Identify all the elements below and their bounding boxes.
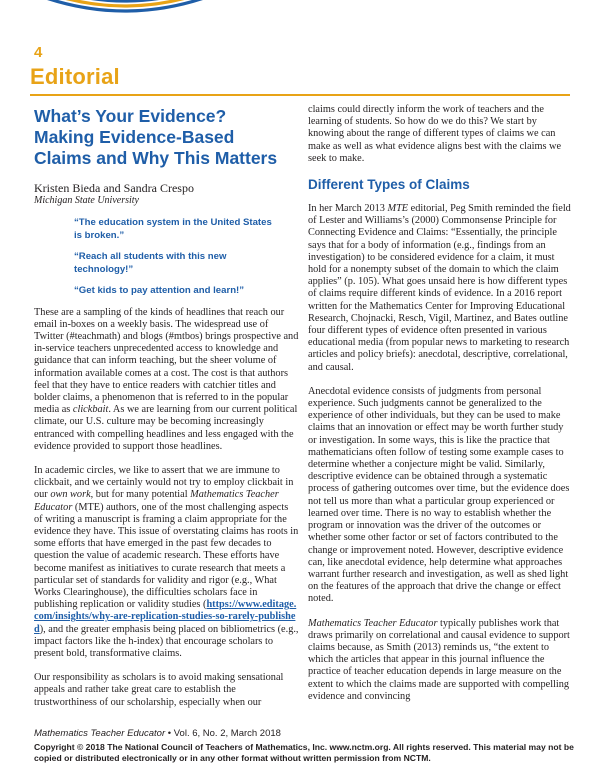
decorative-banner-arcs	[30, 0, 220, 36]
footer-journal: Mathematics Teacher Educator	[34, 728, 166, 739]
running-footer	[34, 728, 281, 739]
p1-end-text: . As we are learning from our current political climate, our U.S. culture may be becoming increasingly entranced with compelling headlines and less engaged with the evidence provided to support those headlines.	[34, 404, 298, 452]
journal-name-inline-2: Mathematics Teacher Educator	[308, 617, 438, 629]
rp4-text: typically publishes work that draws primarily on correlational and causal evidence to support claims because, as Smith (2013) reminds us, “the extent to which the articles that appear in this journal influence the practice of teacher education depends in large measure on the extent to which the claims made are supported with compelling evidence and convincing	[308, 617, 570, 702]
clickbait-term: clickbait	[72, 404, 109, 416]
right-paragraph-1: claims could directly inform the work of teachers and the learning of students. So how do we do this? We start by knowing about the range of different types of claims we can make as well as what evidence aligns best with the claims we seek to make.	[308, 104, 562, 164]
pull-quote-1: “The education system in the United States is broken.”	[74, 217, 272, 241]
subheading-different-types: Different Types of Claims	[308, 177, 470, 193]
page-number: 4	[34, 44, 43, 61]
rp2-text-a: In her March 2013	[308, 203, 388, 215]
right-column	[308, 104, 573, 715]
pull-quote-2: “Reach all students with this new technology!”	[74, 251, 227, 275]
copyright-notice: Copyright © 2018 The National Council of Teachers of Mathematics, Inc. www.nctm.org. All rights reserved. This material may not be copied or distributed electronically or in any other format without written permission from NCTM.	[34, 742, 574, 763]
p2-text-b: , but for many potential	[90, 489, 191, 501]
journal-name-inline: Mathematics Teacher Educator	[34, 489, 279, 513]
authors: Kristen Bieda and Sandra Crespo	[34, 181, 194, 195]
section-rule	[30, 94, 570, 96]
title-line-3: Claims and Why This Matters	[34, 148, 278, 168]
p1-text: These are a sampling of the kinds of headlines that reach our email in-boxes on a weekly basis. The widespread use of Twitter (#teachmath) and blogs (#mtbos) brings prospective and in-service teachers unprecedented access to knowledge and guidance that can inform teaching, but the sheer volume of information available comes at a cost. The cost is that authors feel that they have to entice readers with catchier titles and bolder claims, a phenomenon that is referred to in the popular media as	[34, 306, 299, 416]
title-line-2: Making Evidence-Based	[34, 127, 235, 147]
left-column	[34, 104, 299, 721]
body-paragraph-1	[34, 307, 299, 453]
title-line-1: What’s Your Evidence?	[34, 106, 227, 126]
mte-abbrev: MTE	[387, 203, 409, 215]
right-paragraph-4	[308, 618, 573, 703]
arcs-graphic	[30, 0, 220, 36]
body-paragraph-2	[34, 465, 299, 660]
body-paragraph-3: Our responsibility as scholars is to avoid making sensational appeals and rather take great care to establish the trustworthiness of our scholarship, especially when our	[34, 672, 284, 708]
section-title: Editorial	[30, 64, 120, 89]
own-work-term: own work	[50, 489, 91, 501]
editage-link[interactable]: https://www.editage.com/insights/why-are-replication-studies-so-rarely-published	[34, 599, 297, 635]
pull-quote-3: “Get kids to pay attention and learn!”	[74, 285, 245, 296]
p2-text-d: ), and the greater emphasis being placed on bibliometrics (e.g., impact factors like the h-index) that encourage scholars to present bold, transformative claims.	[34, 623, 299, 659]
article-title	[34, 106, 299, 169]
p2-text-c: (MTE) authors, one of the most challenging aspects of writing a manuscript is framing a claim appropriate for the evidence they have. This issue of overstating claims has roots in some efforts that have emerged in the past few decades to question the value of academic research. These efforts have become manifest as initiatives to curate research that meets a particular set of standards for validity and rigor (e.g., What Works Clearinghouse), the difficulties scholars face in publishing replication or validity studies (	[34, 501, 299, 611]
right-paragraph-3: Anecdotal evidence consists of judgments from personal experience. Such judgments cannot be generalized to the experience of other individuals, but they can be used to make claims that an innovation or effect may be worth further study or investigation. In some ways, this is like the practice that mathematicians often follow of testing some example cases to determine whether a conjecture might be valid. Similarly, descriptive evidence can be obtained through a systematic process of gathering outcomes over time, but the evidence does not tell us more than what a particular group experienced or learned over time. There is no way to establish whether the program or innovation was the driver of the outcomes or whether some other factor or set of factors contributed to the change or improvement noted. However, descriptive evidence can, like anecdotal evidence, help determine what approaches warrant further research and investigation, as well as shed light on the features of the approach that drive the change or effect noted.	[308, 385, 570, 605]
right-paragraph-2	[308, 203, 573, 374]
footer-issue: • Vol. 6, No. 2, March 2018	[165, 728, 281, 739]
p2-text-a: In academic circles, we like to assert that we are immune to clickbait, and we certainly would not try to employ clickbait in our	[34, 464, 294, 501]
rp2-text-b: editorial, Peg Smith reminded the field of Lester and Williams’s (2000) Commonsense Principle for Connecting Evidence and Claims: “Essentially, the principle says that for a body of information (e.g., findings from an investigation) to be considered evidence for a claim, it must hold for a nonempty subset of the domain to which the claim applies” (p. 105). What goes unsaid here is how different types of claims require different kinds of evidence. In a 2016 report written for the Mathematics Center for Improving Educational Research, Chojnacki, Resch, Vigil, Martinez, and Bates outline four different types of evidence often presented in various educational media (from popular news to marketing to research articles and policy briefs): anecdotal, descriptive, correlational, and causal.	[308, 203, 571, 373]
affiliation: Michigan State University	[34, 195, 139, 206]
